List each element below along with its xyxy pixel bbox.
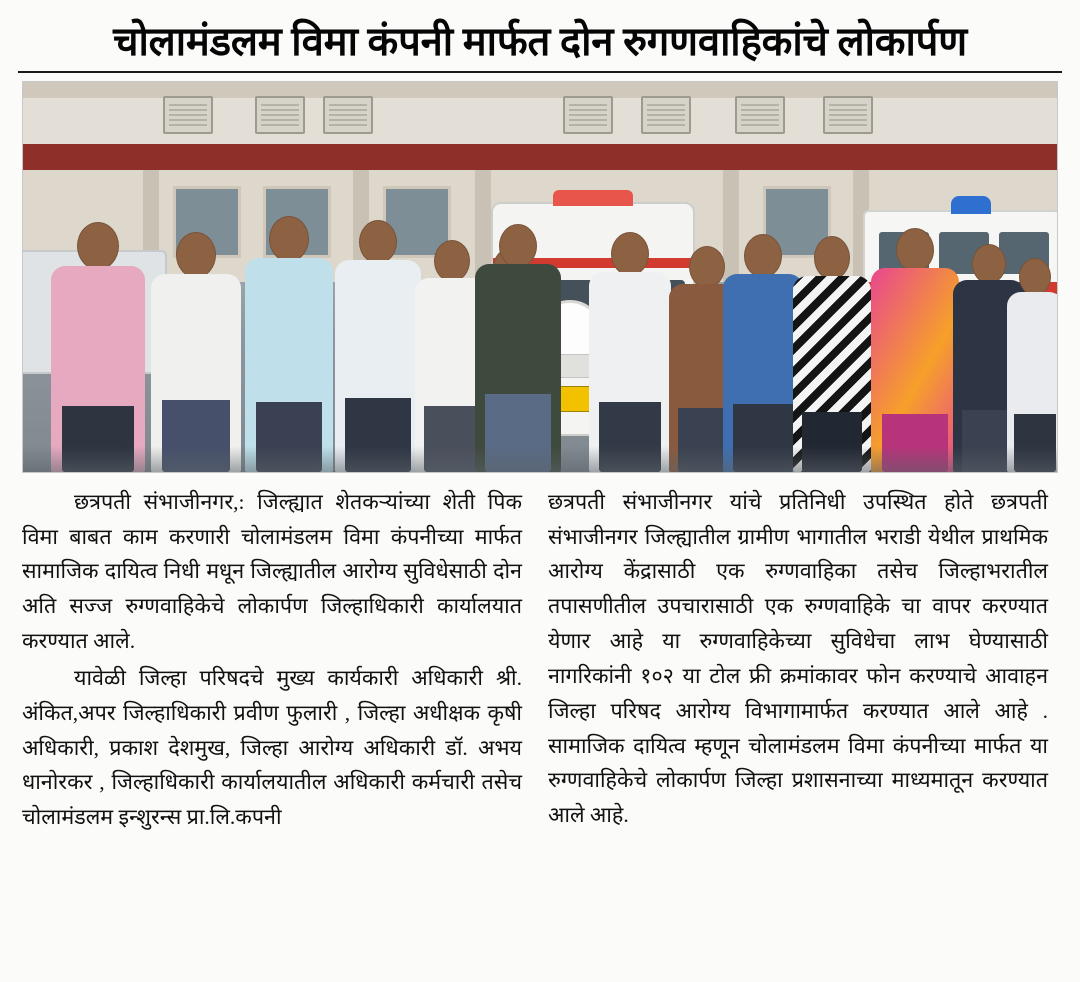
headline-divider — [18, 71, 1062, 73]
person-head — [176, 232, 216, 278]
air-conditioner-icon — [163, 96, 213, 134]
article-photo — [22, 81, 1058, 473]
air-conditioner-icon — [563, 96, 613, 134]
person-in-crowd — [51, 222, 145, 472]
person-in-crowd — [245, 216, 333, 472]
person-in-crowd — [589, 232, 671, 472]
person-head — [896, 228, 934, 272]
person-in-crowd — [475, 224, 561, 472]
ambulance-beacon-light — [553, 190, 633, 206]
person-head — [744, 234, 782, 278]
paragraph: छत्रपती संभाजीनगर यांचे प्रतिनिधी उपस्थित होते छत्रपती संभाजीनगर जिल्ह्यातील ग्रामीण भागातील भराडी येथील प्राथमिक आरोग्य केंद्रासाठी एक रुग्णवाहिका तसेच जिल्हाभरातील तपासणीतील उपचारासाठी एक रुग्णवाहिके चा वापर करण्यात येणार आहे या रुग्णवाहिकेच्या सुविधेचा लाभ घेण्यासाठी नागरिकांनी १०२ या टोल फ्री क्रमांकावर फोन करण्याचे आवाहन जिल्हा परिषद आरोग्य विभागामार्फत करण्यात आले आहे . सामाजिक दायित्व म्हणून चोलामंडलम विमा कंपनीच्या मार्फत या रुग्णवाहिकेचे लोकार्पण जिल्हा प्रशासनाच्या माध्यमातून करण्यात आले आहे. — [548, 489, 1048, 828]
article-headline: चोलामंडलम विमा कंपनी मार्फत दोन रुगणवाहिकांचे लोकार्पण — [113, 19, 967, 64]
person-head — [499, 224, 537, 268]
building-red-band — [23, 144, 1057, 170]
person-in-crowd — [151, 232, 241, 472]
article-column-left — [22, 485, 522, 835]
person-head — [611, 232, 649, 276]
person-in-crowd — [871, 228, 959, 472]
air-conditioner-icon — [323, 96, 373, 134]
paragraph: छत्रपती संभाजीनगर,: जिल्ह्यात शेतकऱ्यांच्या शेती पिक विमा बाबत काम करणारी चोलामंडलम विमा कंपनीच्या मार्फत सामाजिक दायित्व निधी मधून जिल्ह्यातील आरोग्य सुविधेसाठी दोन अति सज्ज रुग्णवाहिकेचे लोकार्पण जिल्हाधिकारी कार्यालयात करण्यात आले. — [22, 489, 522, 654]
person-head — [434, 240, 470, 282]
person-head — [972, 244, 1006, 284]
air-conditioner-icon — [735, 96, 785, 134]
person-in-crowd — [793, 236, 871, 472]
photo-bottom-shade — [23, 446, 1057, 472]
ambulance-beacon-light — [951, 196, 991, 214]
air-conditioner-icon — [823, 96, 873, 134]
person-head — [77, 222, 119, 270]
air-conditioner-icon — [641, 96, 691, 134]
article-column-right — [548, 485, 1048, 835]
person-head — [814, 236, 850, 280]
person-head — [359, 220, 397, 264]
air-conditioner-icon — [255, 96, 305, 134]
paragraph: यावेळी जिल्हा परिषदचे मुख्य कार्यकारी अधिकारी श्री. अंकित,अपर जिल्हाधिकारी प्रवीण फुलारी , जिल्हा अधीक्षक कृषी अधिकारी, प्रकाश देशमुख, जिल्हा आरोग्य अधिकारी डॉ. अभय धानोरकर , जिल्हाधिकारी कार्यालयातील अधिकारी कर्मचारी तसेच चोलामंडलम इन्शुरन्स प्रा.लि.कपनी — [22, 665, 522, 830]
person-in-crowd — [335, 220, 421, 472]
person-head — [689, 246, 725, 288]
person-in-crowd — [723, 234, 803, 472]
person-in-crowd — [1007, 258, 1058, 472]
person-head — [269, 216, 309, 262]
person-head — [1019, 258, 1051, 296]
article-body — [18, 483, 1062, 835]
